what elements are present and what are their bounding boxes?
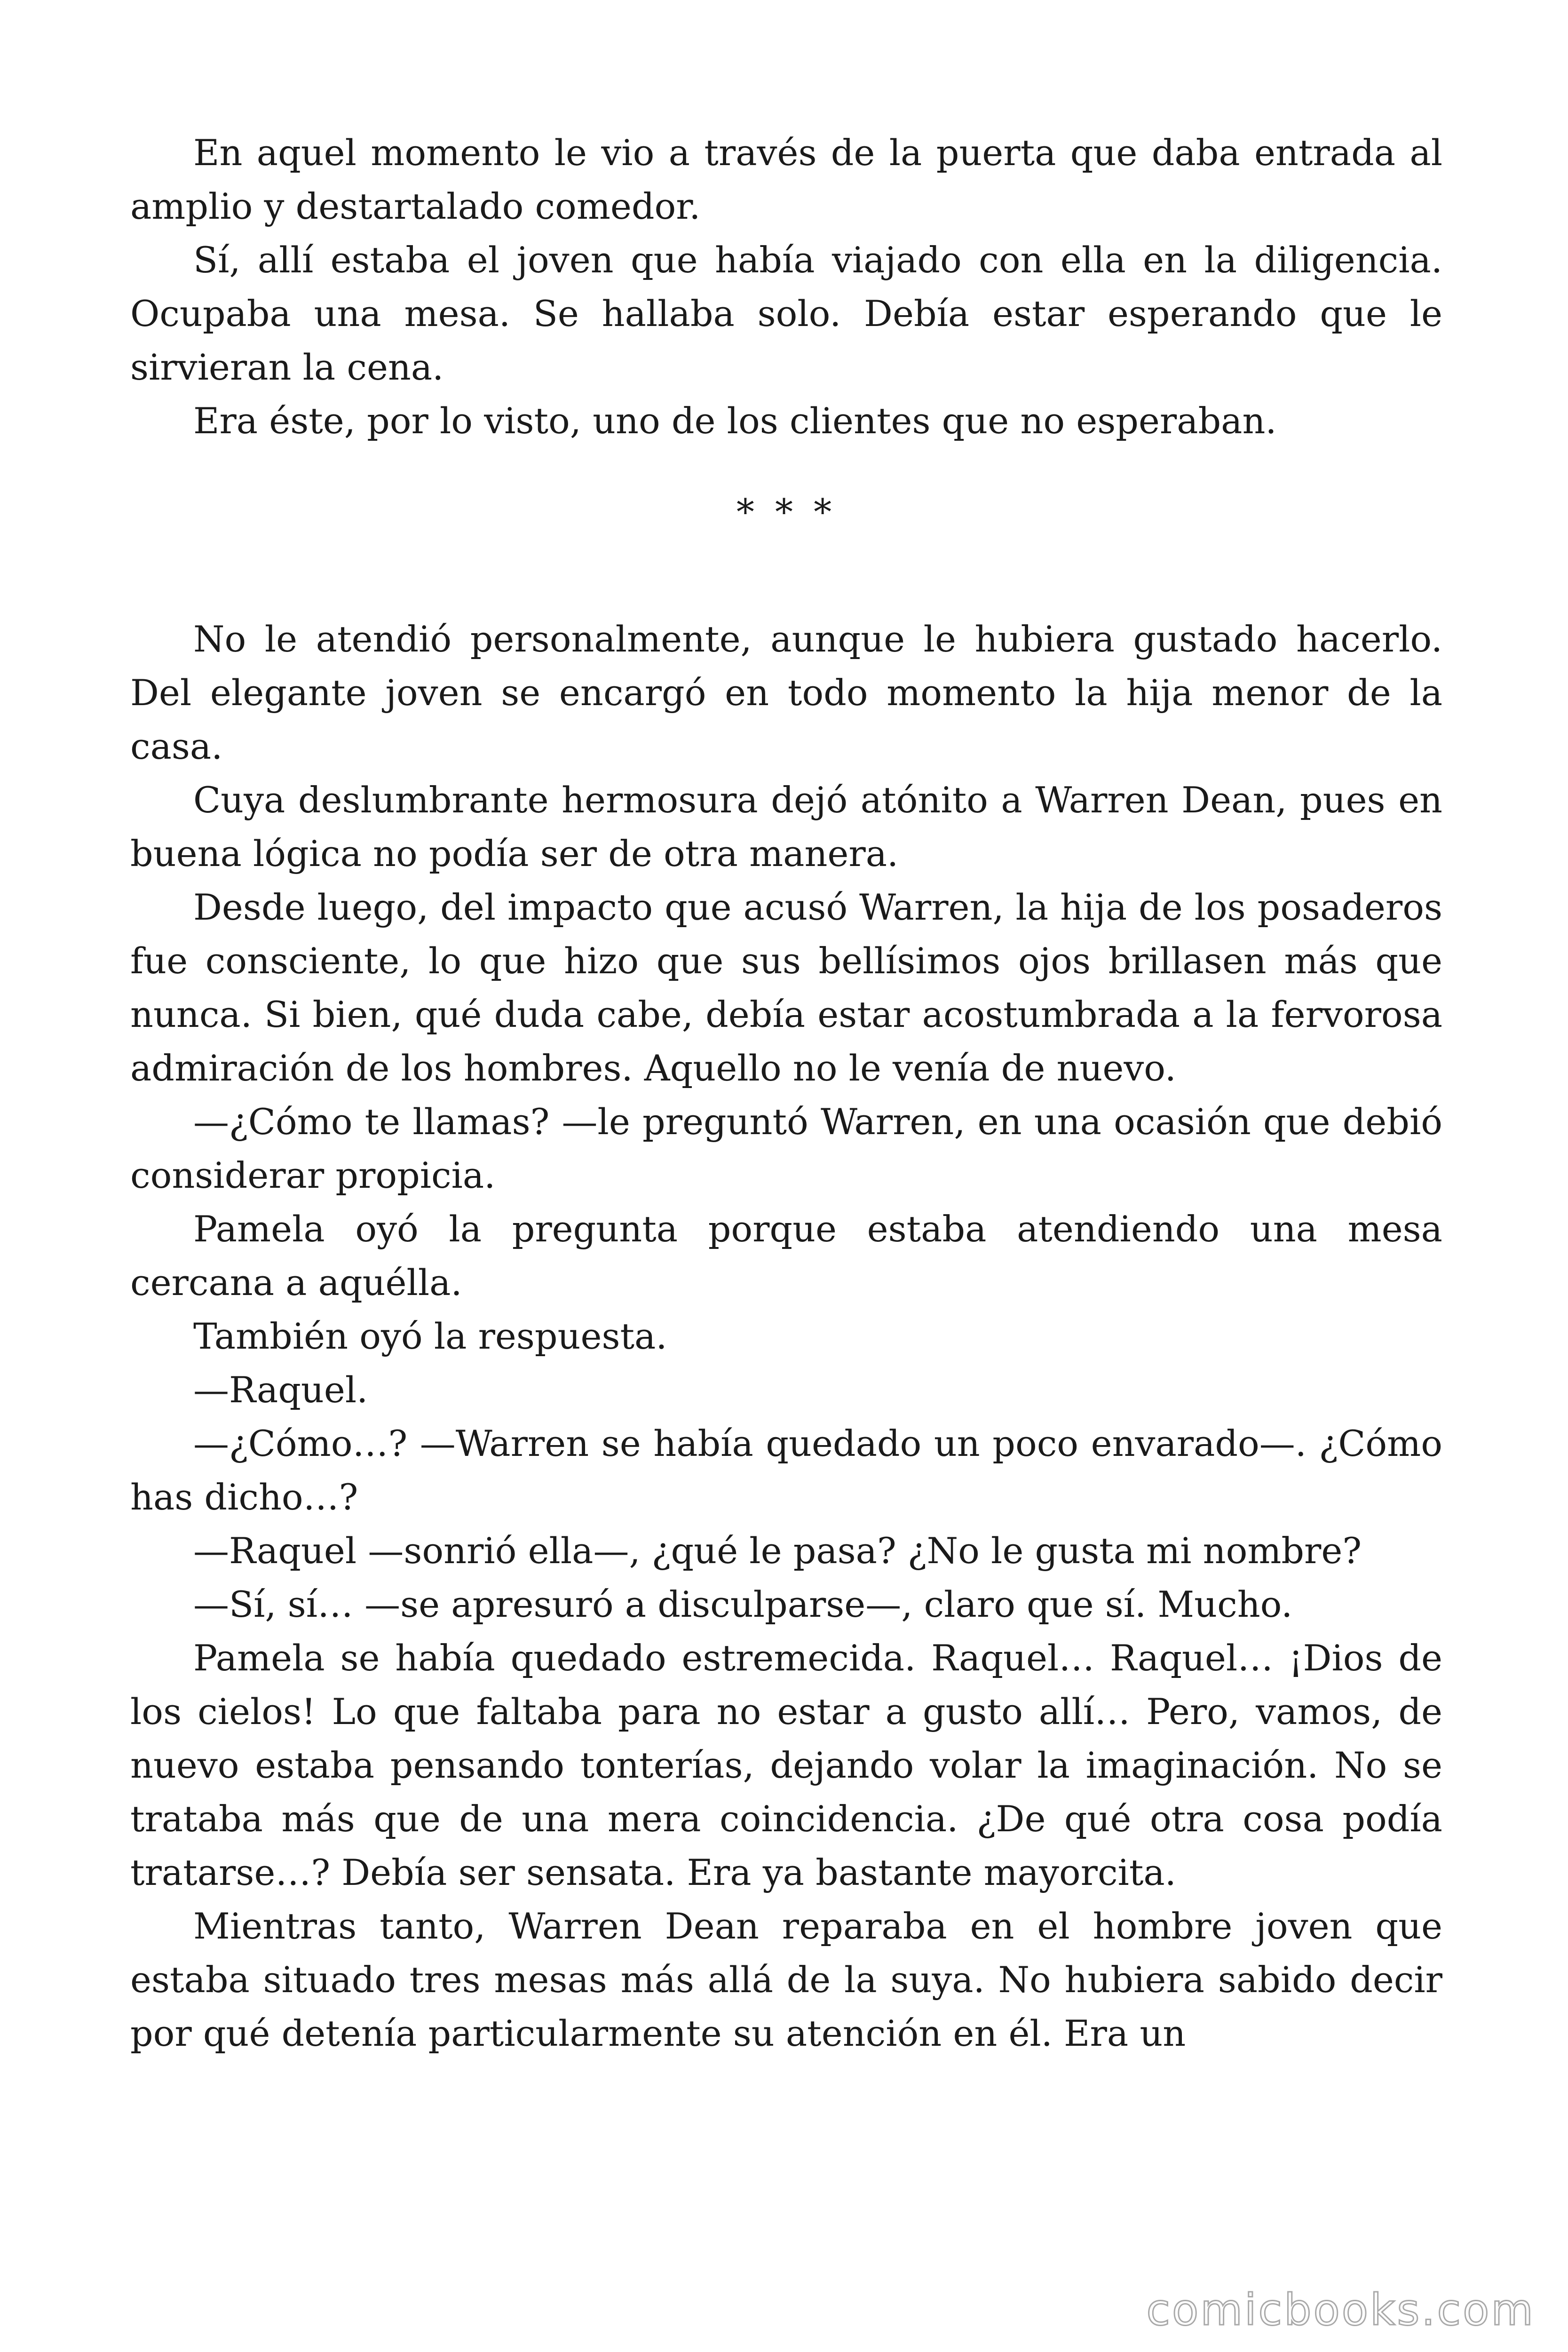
- paragraph: —¿Cómo te llamas? —le preguntó Warren, en una ocasión que debió considerar propicia.: [130, 1101, 1442, 1196]
- paragraph: —¿Cómo…? —Warren se había quedado un poco envarado—. ¿Cómo has dicho…?: [130, 1422, 1442, 1518]
- paragraph: No le atendió personalmente, aunque le hubiera gustado hacerlo. Del elegante joven se encargó en todo momento la hija menor de la casa.: [130, 618, 1442, 767]
- paragraph: Era éste, por lo visto, uno de los clientes que no esperaban.: [193, 400, 1277, 442]
- paragraph: Sí, allí estaba el joven que había viajado con ella en la diligencia. Ocupaba una mesa. Se hallaba solo. Debía estar esperando que le sirvieran la cena.: [130, 239, 1442, 388]
- paragraph: Pamela se había quedado estremecida. Raquel… Raquel… ¡Dios de los cielos! Lo que faltaba para no estar a gusto allí… Pero, vamos, de nuevo estaba pensando tonterías, dejando volar la imaginación. No se trataba más que de una mera coincidencia. ¿De qué otra cosa podía tratarse…? Debía ser sensata. Era ya bastante mayorcita.: [130, 1637, 1442, 1893]
- paragraph: Cuya deslumbrante hermosura dejó atónito a Warren Dean, pues en buena lógica no podía ser de otra manera.: [130, 779, 1442, 874]
- paragraph: Pamela oyó la pregunta porque estaba atendiendo una mesa cercana a aquélla.: [130, 1208, 1442, 1303]
- paragraph: Mientras tanto, Warren Dean reparaba en el hombre joven que estaba situado tres mesas más allá de la suya. No hubiera sabido decir por qué detenía particularmente su atención en él. Era un: [130, 1905, 1442, 2054]
- page-body: [130, 126, 1442, 2060]
- paragraph: Desde luego, del impacto que acusó Warren, la hija de los posaderos fue consciente, lo que hizo que sus bellísimos ojos brillasen más que nunca. Si bien, qué duda cabe, debía estar acostumbrada a la fervorosa admiración de los hombres. Aquello no le venía de nuevo.: [130, 886, 1442, 1089]
- watermark-logo: comicbooks.com: [1146, 2285, 1535, 2335]
- paragraph: —Raquel.: [193, 1369, 368, 1411]
- section-separator: * * *: [736, 491, 837, 533]
- paragraph: —Raquel —sonrió ella—, ¿qué le pasa? ¿No le gusta mi nombre?: [193, 1530, 1362, 1572]
- paragraph: También oyó la respuesta.: [193, 1315, 667, 1357]
- paragraph: —Sí, sí… —se apresuró a disculparse—, claro que sí. Mucho.: [193, 1583, 1293, 1625]
- paragraph: En aquel momento le vio a través de la puerta que daba entrada al amplio y destartalado comedor.: [130, 132, 1442, 227]
